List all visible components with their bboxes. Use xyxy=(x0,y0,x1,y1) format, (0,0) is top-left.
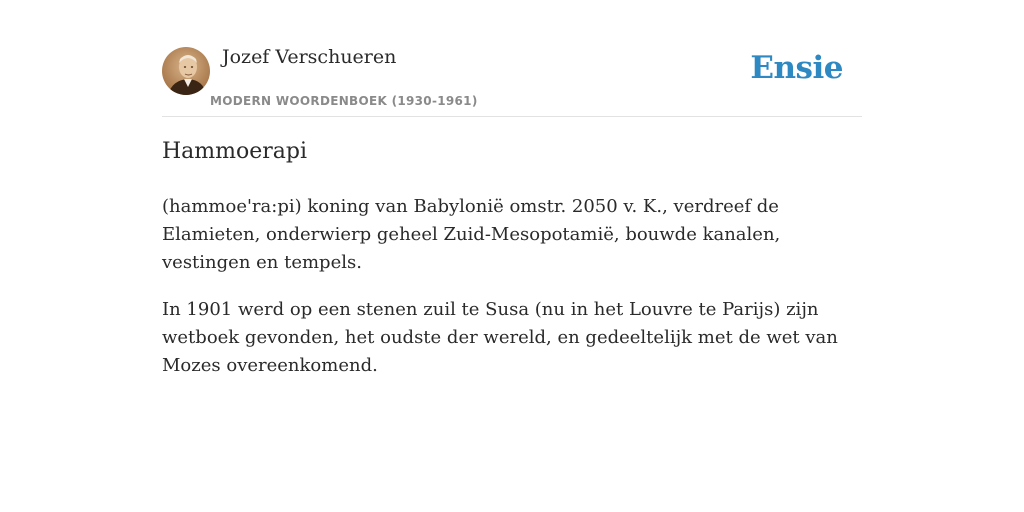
entry-title: Hammoerapi xyxy=(162,139,308,164)
header xyxy=(162,44,862,117)
source-label: MODERN WOORDENBOEK (1930-1961) xyxy=(210,94,478,108)
entry-paragraph: (hammoe'ra:pi) koning van Babylonië omstr. 2050 v. K., verdreef de Elamieten, onderwierp geheel Zuid-Mesopotamië, bouwde kanalen, vestingen en tempels. xyxy=(162,196,781,273)
entry-paragraph: In 1901 werd op een stenen zuil te Susa (nu in het Louvre te Parijs) zijn wetboek gevonden, het oudste der wereld, en gedeeltelijk met de wet van Mozes overeenkomend. xyxy=(162,299,838,376)
entry-body xyxy=(162,193,862,399)
author-avatar[interactable] xyxy=(162,47,210,95)
brand-logo[interactable]: Ensie xyxy=(750,50,843,86)
author-name[interactable]: Jozef Verschueren xyxy=(222,46,397,68)
portrait-icon xyxy=(162,47,210,95)
